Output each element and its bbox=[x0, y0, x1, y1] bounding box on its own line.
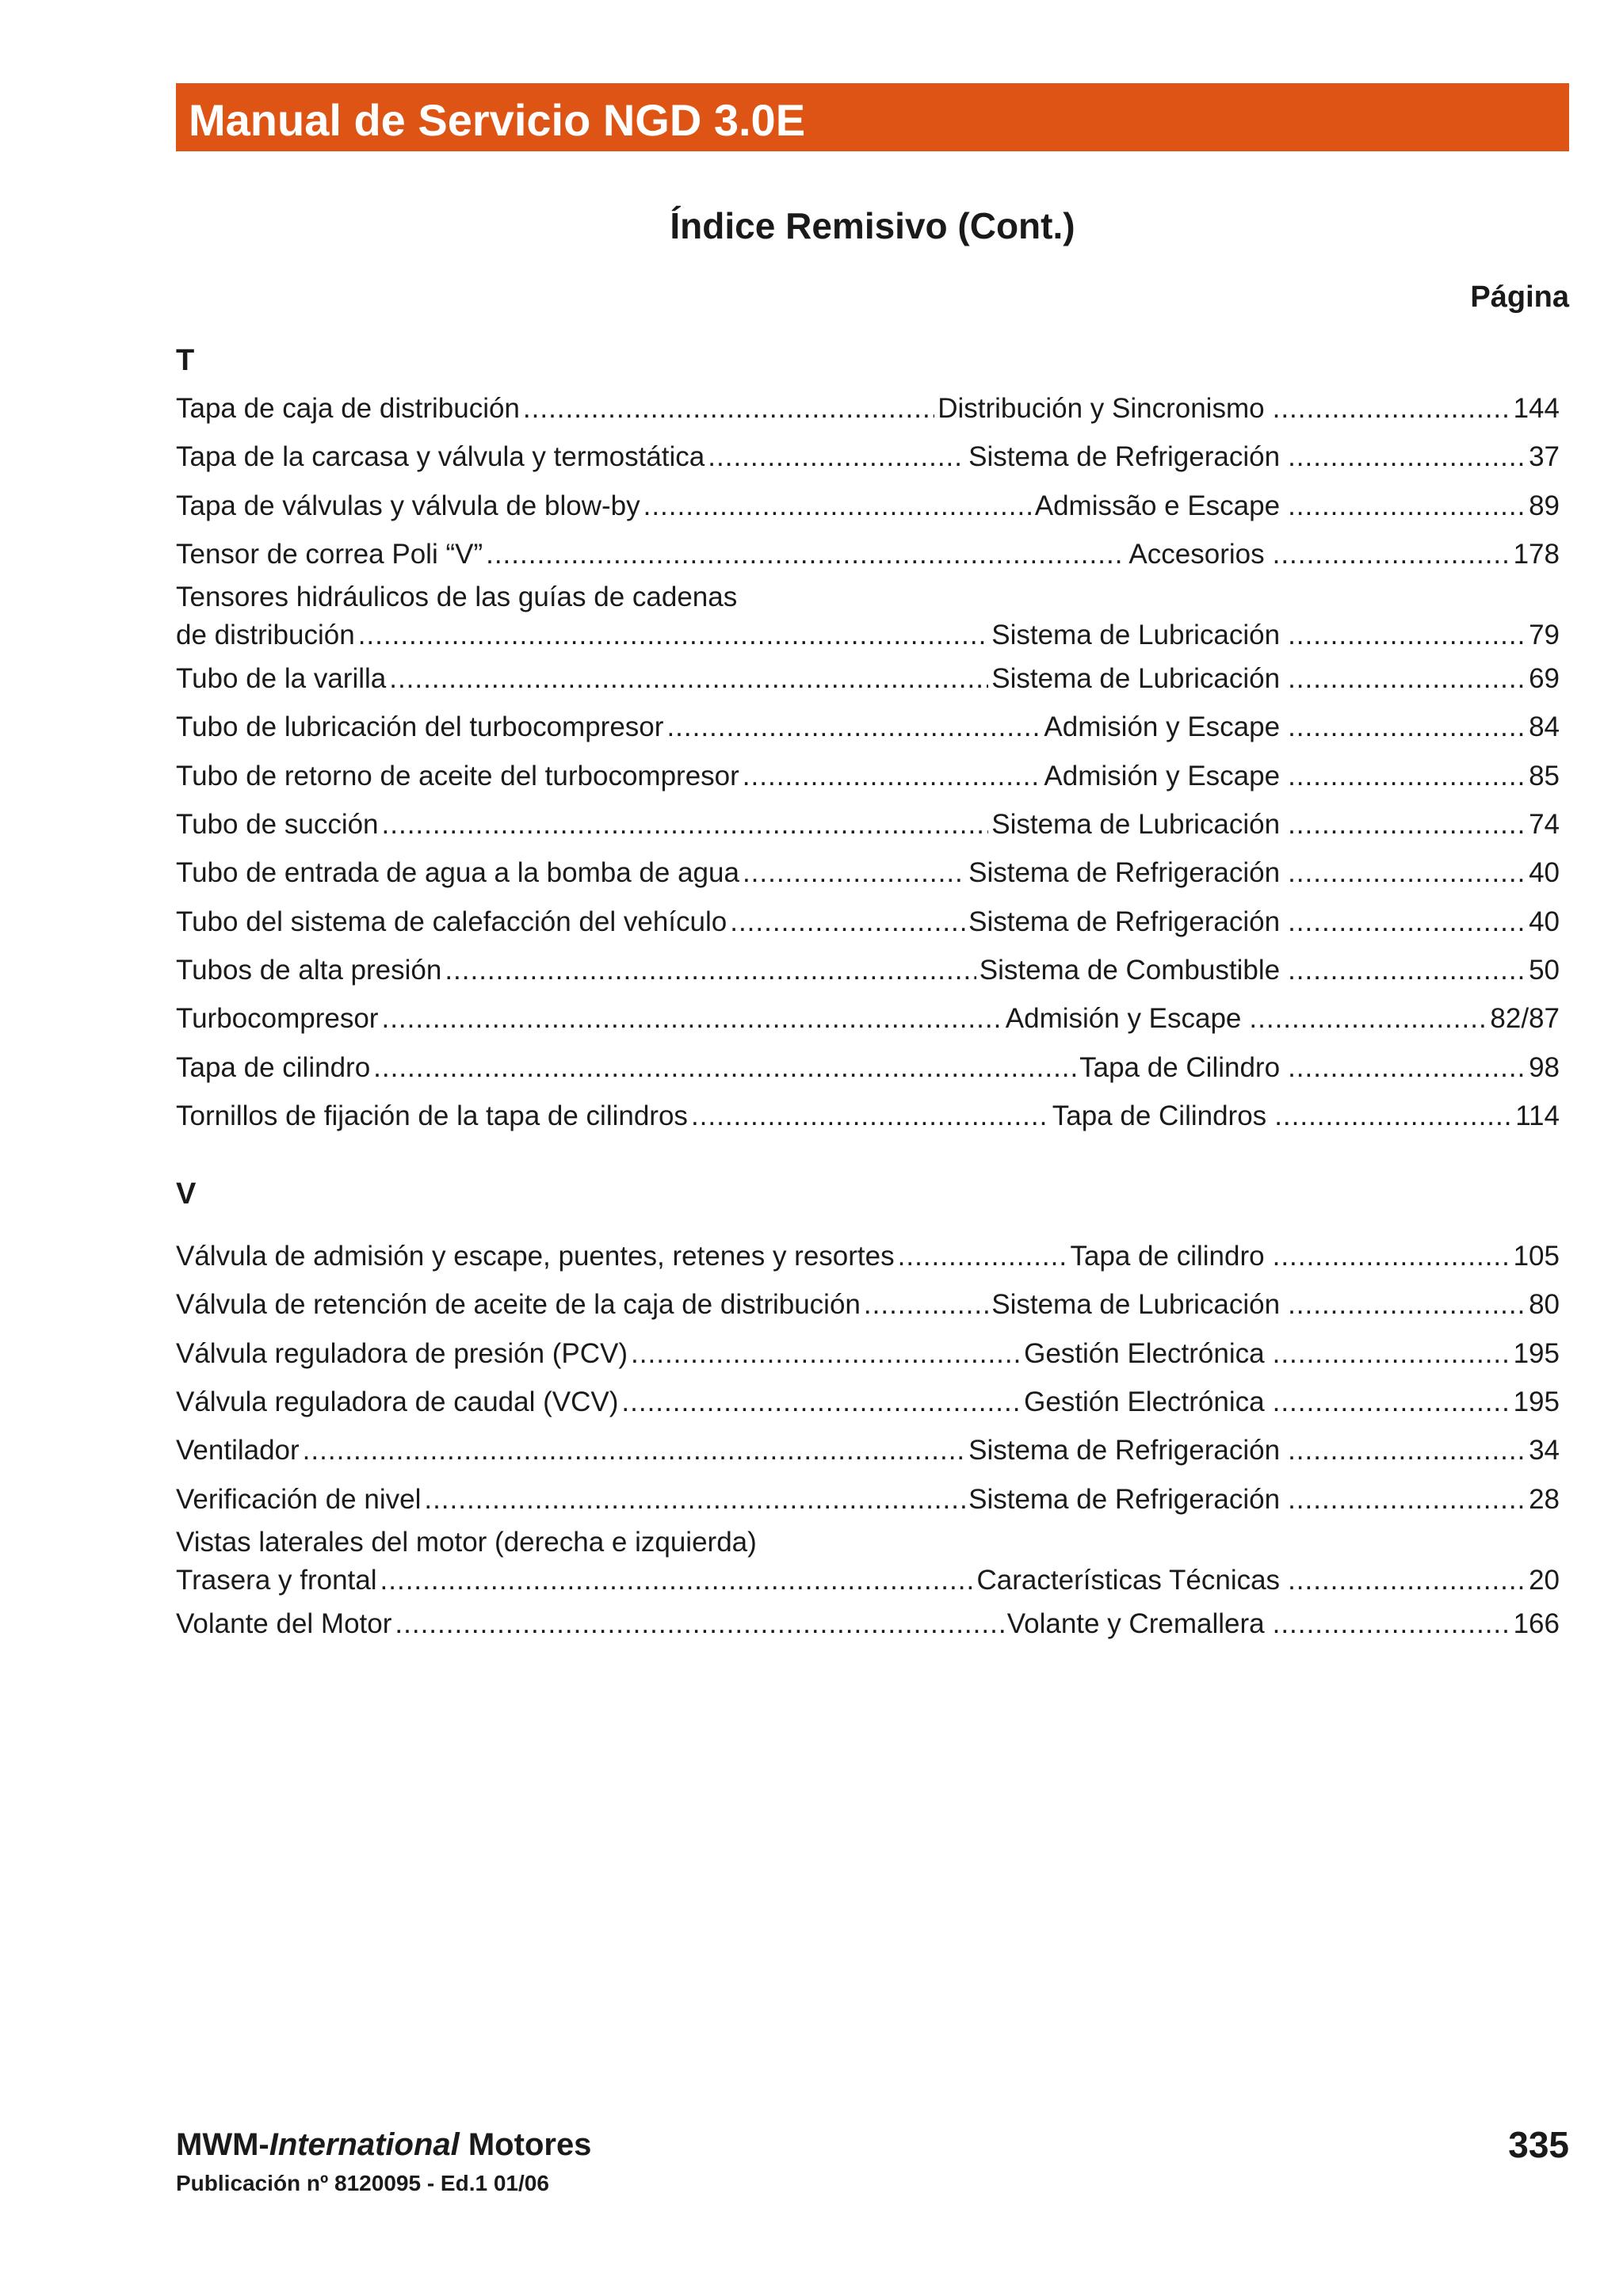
dot-leader bbox=[666, 703, 1041, 751]
entry-line bbox=[176, 530, 1560, 578]
entry-line bbox=[176, 1280, 1560, 1329]
entry-page: 37 bbox=[1529, 441, 1560, 473]
dot-leader bbox=[445, 946, 976, 994]
entry-term: Tapa de caja de distribución bbox=[176, 393, 520, 424]
entry-page: 195 bbox=[1513, 1337, 1560, 1369]
entry-term-line1: Vistas laterales del motor (derecha e izquierda) bbox=[176, 1526, 757, 1558]
entry-line bbox=[176, 1378, 1560, 1426]
dot-leader bbox=[1288, 482, 1526, 530]
dot-leader bbox=[1274, 1092, 1512, 1140]
page-number: 335 bbox=[1508, 2124, 1569, 2165]
entry-page: 50 bbox=[1529, 954, 1560, 986]
index-entry bbox=[176, 1280, 1560, 1329]
dot-leader bbox=[1273, 1329, 1510, 1378]
publication-info: Publicación nº 8120095 - Ed.1 01/06 bbox=[176, 2171, 549, 2195]
entry-term: Trasera y frontal bbox=[176, 1564, 377, 1596]
company-suffix: Motores bbox=[459, 2127, 592, 2162]
dot-leader bbox=[1288, 752, 1526, 800]
entry-page: 105 bbox=[1513, 1241, 1560, 1272]
index-entry bbox=[176, 1524, 1560, 1600]
entry-line bbox=[176, 1232, 1560, 1280]
header-bar bbox=[176, 83, 1569, 151]
entry-section: Características Técnicas bbox=[976, 1564, 1281, 1596]
entry-page: 89 bbox=[1529, 490, 1560, 521]
dot-leader bbox=[1273, 1600, 1510, 1648]
index-entry bbox=[176, 482, 1560, 530]
dot-leader bbox=[1288, 1475, 1526, 1524]
entry-section: Sistema de Refrigeración bbox=[968, 441, 1281, 473]
dot-leader bbox=[424, 1475, 965, 1524]
dot-leader bbox=[1273, 1378, 1510, 1426]
dot-leader bbox=[730, 898, 965, 946]
index-entry bbox=[176, 752, 1560, 800]
entry-line bbox=[176, 1562, 1560, 1600]
entry-page: 79 bbox=[1529, 620, 1560, 651]
entry-section: Admissão e Escape bbox=[1034, 490, 1281, 521]
entry-line bbox=[176, 654, 1560, 703]
index-title: Índice Remisivo (Cont.) bbox=[670, 205, 1075, 246]
entry-section: Volante y Cremallera bbox=[1006, 1608, 1265, 1639]
entry-line bbox=[176, 703, 1560, 751]
entry-section: Admisión y Escape bbox=[1005, 1003, 1242, 1035]
dot-leader bbox=[1288, 898, 1526, 946]
index-entry bbox=[176, 654, 1560, 703]
entry-term: Ventilador bbox=[176, 1435, 300, 1466]
index-entry bbox=[176, 703, 1560, 751]
index-entry bbox=[176, 433, 1560, 481]
entry-term: Tubo de succión bbox=[176, 809, 379, 841]
dot-leader bbox=[1288, 1426, 1526, 1474]
dot-leader bbox=[389, 654, 988, 703]
index-entry bbox=[176, 1232, 1560, 1280]
entry-line bbox=[176, 616, 1560, 654]
index-entry bbox=[176, 1043, 1560, 1092]
entry-page: 34 bbox=[1529, 1435, 1560, 1466]
entry-line bbox=[176, 1475, 1560, 1524]
dot-leader bbox=[1288, 946, 1526, 994]
entry-page: 178 bbox=[1513, 538, 1560, 570]
entry-section: Sistema de Lubricación bbox=[991, 1289, 1281, 1321]
index-entry bbox=[176, 1475, 1560, 1524]
entry-line bbox=[176, 482, 1560, 530]
entry-term: Verificación de nivel bbox=[176, 1483, 422, 1515]
entry-page: 40 bbox=[1529, 857, 1560, 889]
entry-term: Tubo del sistema de calefacción del vehículo bbox=[176, 906, 727, 937]
dot-leader bbox=[358, 616, 989, 654]
entry-section: Admisión y Escape bbox=[1044, 711, 1281, 743]
entry-term: Tubo de lubricación del turbocompresor bbox=[176, 711, 664, 743]
index-entry bbox=[176, 1092, 1560, 1140]
entry-line bbox=[176, 433, 1560, 481]
index-list bbox=[176, 337, 1560, 1648]
index-entry bbox=[176, 898, 1560, 946]
entry-page: 144 bbox=[1513, 393, 1560, 424]
dot-leader bbox=[743, 849, 965, 897]
entry-section: Sistema de Lubricación bbox=[991, 620, 1281, 651]
entry-section: Sistema de Combustible bbox=[979, 954, 1281, 986]
dot-leader bbox=[1288, 433, 1526, 481]
index-entry bbox=[176, 578, 1560, 654]
footer-company bbox=[176, 2127, 591, 2163]
entry-term: Tubos de alta presión bbox=[176, 954, 442, 986]
entry-line bbox=[176, 898, 1560, 946]
entry-term: Tornillos de fijación de la tapa de cilindros bbox=[176, 1100, 688, 1131]
entry-section: Tapa de cilindro bbox=[1070, 1241, 1265, 1272]
dot-leader bbox=[1288, 654, 1526, 703]
entry-page: 20 bbox=[1529, 1564, 1560, 1596]
index-entry bbox=[176, 530, 1560, 578]
section-letter: T bbox=[176, 344, 195, 377]
entry-page: 40 bbox=[1529, 906, 1560, 937]
dot-leader bbox=[381, 994, 1002, 1043]
entry-section: Sistema de Refrigeración bbox=[968, 857, 1281, 889]
dot-leader bbox=[1288, 800, 1526, 849]
index-entry bbox=[176, 800, 1560, 849]
index-entry bbox=[176, 994, 1560, 1043]
entry-page: 74 bbox=[1529, 809, 1560, 841]
entry-term: Válvula de admisión y escape, puentes, retenes y resortes bbox=[176, 1241, 895, 1272]
entry-term: Tapa de válvulas y válvula de blow-by bbox=[176, 490, 640, 521]
entry-line bbox=[176, 849, 1560, 897]
entry-section: Distribución y Sincronismo bbox=[938, 393, 1265, 424]
entry-line bbox=[176, 946, 1560, 994]
entry-section: Admisión y Escape bbox=[1044, 760, 1281, 791]
entry-line bbox=[176, 384, 1560, 433]
entry-page: 195 bbox=[1513, 1386, 1560, 1418]
entry-line bbox=[176, 800, 1560, 849]
section-letter: V bbox=[176, 1177, 197, 1211]
dot-leader bbox=[1288, 1043, 1526, 1092]
index-entry bbox=[176, 849, 1560, 897]
dot-leader bbox=[864, 1280, 988, 1329]
dot-leader bbox=[1249, 994, 1487, 1043]
entry-section: Accesorios bbox=[1128, 538, 1265, 570]
dot-leader bbox=[631, 1329, 1021, 1378]
entry-page: 28 bbox=[1529, 1483, 1560, 1515]
dot-leader bbox=[303, 1426, 965, 1474]
company-italic: International bbox=[269, 2127, 460, 2162]
dot-leader bbox=[1273, 1232, 1510, 1280]
entry-line bbox=[176, 1600, 1560, 1648]
dot-leader bbox=[1288, 616, 1526, 654]
entry-section: Sistema de Refrigeración bbox=[968, 1435, 1281, 1466]
index-entry bbox=[176, 946, 1560, 994]
dot-leader bbox=[382, 800, 989, 849]
entry-term: de distribución bbox=[176, 620, 355, 651]
index-entry bbox=[176, 1600, 1560, 1648]
dot-leader bbox=[708, 433, 965, 481]
entry-page: 69 bbox=[1529, 663, 1560, 695]
entry-term-line1: Tensores hidráulicos de las guías de cadenas bbox=[176, 582, 738, 613]
dot-leader bbox=[1288, 1280, 1526, 1329]
entry-term: Válvula reguladora de caudal (VCV) bbox=[176, 1386, 619, 1418]
index-entry bbox=[176, 1329, 1560, 1378]
entry-line bbox=[176, 1329, 1560, 1378]
entry-section: Sistema de Refrigeración bbox=[968, 1483, 1281, 1515]
dot-leader bbox=[743, 752, 1041, 800]
dot-leader bbox=[486, 530, 1125, 578]
entry-line bbox=[176, 1092, 1560, 1140]
entry-term: Tapa de cilindro bbox=[176, 1051, 371, 1083]
dot-leader bbox=[691, 1092, 1049, 1140]
company-prefix: MWM- bbox=[176, 2127, 269, 2162]
index-entry bbox=[176, 1426, 1560, 1474]
entry-page: 166 bbox=[1513, 1608, 1560, 1639]
entry-line bbox=[176, 994, 1560, 1043]
entry-section: Sistema de Lubricación bbox=[991, 809, 1281, 841]
entry-term: Tensor de correa Poli “V” bbox=[176, 538, 483, 570]
dot-leader bbox=[898, 1232, 1067, 1280]
entry-page: 85 bbox=[1529, 760, 1560, 791]
page-column-label: Página bbox=[1470, 280, 1569, 314]
entry-term: Volante del Motor bbox=[176, 1608, 392, 1639]
entry-line bbox=[176, 752, 1560, 800]
entry-line bbox=[176, 1043, 1560, 1092]
entry-section: Sistema de Lubricación bbox=[991, 663, 1281, 695]
entry-term: Turbocompresor bbox=[176, 1003, 379, 1035]
entry-section: Gestión Electrónica bbox=[1024, 1386, 1265, 1418]
dot-leader bbox=[1288, 849, 1526, 897]
dot-leader bbox=[643, 482, 1032, 530]
entry-section: Tapa de Cilindros bbox=[1052, 1100, 1267, 1131]
entry-page: 114 bbox=[1515, 1100, 1560, 1131]
manual-title: Manual de Servicio NGD 3.0E bbox=[189, 95, 806, 145]
entry-term: Válvula de retención de aceite de la caja de distribución bbox=[176, 1289, 861, 1321]
entry-page: 82/87 bbox=[1490, 1003, 1560, 1035]
entry-term: Tapa de la carcasa y válvula y termostática bbox=[176, 441, 705, 473]
entry-page: 98 bbox=[1529, 1051, 1560, 1083]
entry-section: Gestión Electrónica bbox=[1024, 1337, 1265, 1369]
dot-leader bbox=[523, 384, 934, 433]
dot-leader bbox=[1273, 384, 1510, 433]
entry-page: 80 bbox=[1529, 1289, 1560, 1321]
entry-term: Válvula reguladora de presión (PCV) bbox=[176, 1337, 628, 1369]
dot-leader bbox=[380, 1562, 974, 1600]
dot-leader bbox=[1288, 703, 1526, 751]
dot-leader bbox=[373, 1043, 1076, 1092]
entry-section: Tapa de Cilindro bbox=[1079, 1051, 1281, 1083]
index-entry bbox=[176, 1378, 1560, 1426]
entry-page: 84 bbox=[1529, 711, 1560, 743]
dot-leader bbox=[621, 1378, 1021, 1426]
dot-leader bbox=[395, 1600, 1003, 1648]
entry-section: Sistema de Refrigeración bbox=[968, 906, 1281, 937]
entry-term: Tubo de la varilla bbox=[176, 663, 387, 695]
entry-term: Tubo de entrada de agua a la bomba de agua bbox=[176, 857, 739, 889]
entry-term: Tubo de retorno de aceite del turbocompresor bbox=[176, 760, 739, 791]
index-entry bbox=[176, 384, 1560, 433]
entry-line bbox=[176, 1426, 1560, 1474]
dot-leader bbox=[1273, 530, 1510, 578]
dot-leader bbox=[1288, 1562, 1526, 1600]
